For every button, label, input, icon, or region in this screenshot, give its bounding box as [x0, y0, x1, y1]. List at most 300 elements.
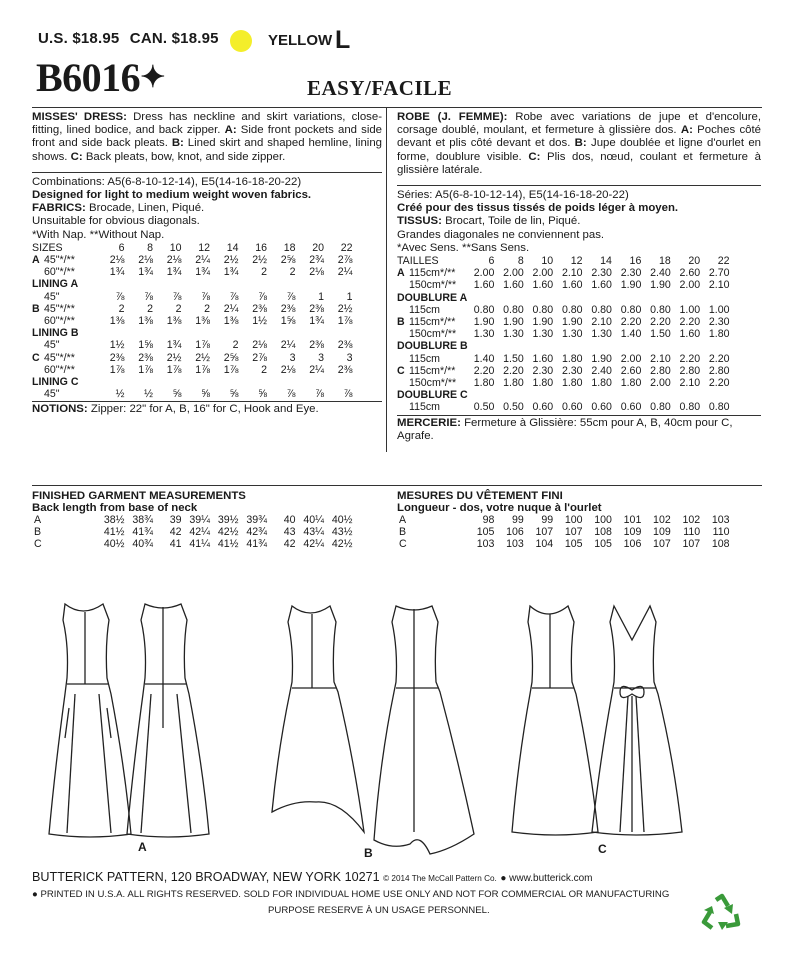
yardage-cell: 2⅜ [309, 339, 324, 352]
yardage-cell: 1.90 [591, 352, 612, 365]
yardage-cell: 1.60 [679, 328, 701, 341]
yardage-cell: 1.50 [650, 328, 671, 341]
yardage-cell: ⅞ [172, 290, 182, 303]
measurement-cell: 39¼ [189, 514, 210, 526]
measurement-cell: 110 [712, 526, 730, 539]
figure-label-b: B [364, 846, 373, 860]
measurement-cell: 108 [711, 538, 730, 551]
table-row [32, 266, 353, 278]
fabric-width: 150cm*/** [409, 377, 457, 390]
yardage-cell: ⅝ [258, 388, 267, 401]
yardage-cell: 3 [318, 351, 324, 364]
measurement-cell: 40½ [103, 538, 125, 551]
size-header-12: 12 [570, 255, 583, 268]
yardage-cell: 1⅜ [138, 315, 153, 328]
yardage-cell: 2.00 [532, 267, 554, 280]
measurement-row [32, 526, 353, 538]
description-text-en: Dress has neckline and skirt variations, close-fitting, lined bodice, and back zipper. [32, 111, 382, 137]
size-header-18: 18 [658, 255, 671, 268]
yardage-cell: 2 [147, 302, 153, 315]
column-divider [386, 108, 387, 452]
yardage-cell: 2.30 [708, 316, 730, 329]
c-label-fr: C: [528, 150, 541, 163]
yardage-cell: 2.60 [679, 267, 701, 280]
fabrics-en [32, 202, 382, 215]
c-label-en: C: [70, 150, 83, 163]
fabric-width: 60"*/** [44, 363, 75, 376]
measurement-view-label: B [399, 526, 407, 539]
yardage-cell: 0.80 [650, 303, 671, 316]
yardage-cell: 0.60 [532, 401, 554, 414]
measurement-view-label: C [399, 538, 407, 551]
size-header-18: 18 [283, 241, 296, 254]
yardage-cell: 1.80 [708, 328, 730, 341]
view-label [32, 388, 44, 400]
measurement-row [397, 538, 730, 550]
view-label [32, 291, 44, 303]
yardage-cell: 1.00 [679, 303, 701, 316]
table-row [397, 353, 730, 365]
measurement-row [397, 526, 730, 538]
view-label: B [397, 316, 405, 329]
star-icon: ✦ [140, 61, 165, 94]
measurement-cell: 41¼ [189, 538, 210, 551]
yardage-cell: 2⅛ [309, 266, 324, 279]
table-row [397, 389, 730, 401]
table-row [397, 401, 730, 413]
yardage-cell: 2⅜ [109, 351, 125, 364]
fabric-width: 45" [44, 290, 60, 303]
yardage-cell: 2⅜ [252, 302, 267, 315]
yardage-cell: 1⅝ [280, 315, 296, 328]
yardage-cell: 1.90 [561, 316, 583, 329]
yardage-cell: 1.80 [473, 377, 495, 390]
yardage-cell: 2 [118, 302, 125, 315]
yardage-cell: 1⅜ [109, 315, 125, 328]
measurement-cell: 41½ [217, 538, 239, 551]
figure-label-a: A [138, 840, 147, 854]
yardage-cell: 2⅛ [280, 363, 296, 376]
notions-en [32, 403, 382, 416]
yardage-cell: 2.20 [708, 352, 730, 365]
measurement-cell: 42½ [331, 538, 353, 551]
yardage-cell: 1⅞ [109, 363, 125, 376]
measurement-cell: 109 [653, 526, 671, 539]
measurement-cell: 107 [653, 538, 671, 551]
yardage-cell: 2⅛ [252, 339, 267, 352]
series-label: Séries: [397, 189, 433, 202]
yardage-cell: 3 [346, 351, 353, 364]
measurement-cell: 42 [169, 526, 182, 539]
yardage-cell: 1.60 [532, 352, 554, 365]
yardage-cell: 1.90 [532, 316, 554, 329]
table-row [32, 364, 353, 376]
table-row [32, 291, 353, 303]
rule-en-2 [32, 401, 382, 402]
fabrics-text-fr: Brocart, Toile de lin, Piqué. [445, 215, 581, 228]
dress-c-front-outline [512, 606, 598, 835]
printed-notice: ● PRINTED IN U.S.A. ALL RIGHTS RESERVED. SOLD FOR INDIVIDUAL HOME USE ONLY AND NOT FOR COMMERCIAL OR MANUFACTURING [32, 889, 670, 900]
size-header-14: 14 [226, 241, 239, 254]
yardage-cell: ⅝ [201, 388, 210, 401]
yardage-cell: 1⅞ [337, 315, 353, 328]
measurement-cell: 40½ [331, 514, 353, 526]
french-column [397, 111, 761, 443]
yardage-cell: 1.80 [532, 377, 554, 390]
finished-title-en: FINISHED GARMENT MEASUREMENTS [32, 490, 246, 502]
recycle-arrow-1 [716, 896, 728, 906]
yardage-cell: 1.80 [591, 377, 612, 390]
fabrics-label-fr: TISSUS: [397, 215, 442, 228]
table-row [397, 304, 730, 316]
table-row [32, 278, 353, 290]
measurement-table-fr [397, 514, 730, 551]
table-row [32, 376, 353, 388]
yardage-cell: 2½ [252, 254, 267, 267]
top-rule [32, 107, 762, 108]
measure-rule [32, 485, 762, 486]
table-row [32, 352, 353, 364]
yardage-table-en [32, 242, 353, 401]
yardage-cell: 2.00 [503, 267, 524, 280]
yardage-cell: 2 [261, 266, 267, 279]
website-link[interactable]: ● www.butterick.com [500, 873, 593, 884]
yardage-cell: 0.80 [620, 303, 642, 316]
yardage-cell: 1¾ [166, 266, 182, 279]
sizes-label: TAILLES [397, 255, 439, 268]
measurement-cell: 43 [283, 526, 296, 539]
yardage-cell: 2.30 [620, 267, 642, 280]
yardage-cell: 0.80 [708, 401, 730, 414]
table-row [397, 328, 730, 340]
notions-label-fr: MERCERIE: [397, 416, 461, 429]
view-label: A [397, 267, 405, 280]
measurement-view-label: B [34, 526, 42, 539]
yardage-cell: 2.20 [503, 364, 524, 377]
table-row [397, 279, 730, 291]
yardage-cell: 2½ [195, 351, 210, 364]
measurement-view-label: C [34, 538, 42, 551]
measurement-cell: 103 [711, 514, 730, 526]
company-address: BUTTERICK PATTERN, 120 BROADWAY, NEW YORK 10271 [32, 870, 380, 884]
fabrics-text-en: Brocade, Linen, Piqué. [88, 202, 205, 215]
measurement-cell: 99 [541, 514, 554, 526]
lining-section-label: DOUBLURE A [397, 291, 468, 304]
yardage-cell: 2¼ [309, 363, 324, 376]
a-label-fr: A: [680, 124, 693, 137]
designed-fr: Créé pour des tissus tissés de poids léger à moyen. [397, 202, 679, 215]
yardage-cell: 2.10 [708, 279, 730, 292]
combo-a-sizes: (6-8-10-12-14), [121, 175, 198, 188]
pattern-number-text: B6016 [36, 55, 141, 100]
yardage-cell: 0.80 [650, 401, 671, 414]
yardage-cell: 2⅝ [280, 254, 296, 267]
fabric-width: 150cm*/** [409, 328, 457, 341]
measurement-cell: 103 [506, 538, 524, 551]
combo-a: A5 [107, 175, 122, 188]
yardage-cell: 0.50 [473, 401, 495, 414]
yardage-cell: ⅞ [286, 388, 296, 401]
fabric-width: 115cm [409, 303, 441, 316]
size-header-8: 8 [147, 241, 153, 254]
yardage-cell: 1.60 [591, 279, 612, 292]
yardage-cell: 0.60 [620, 401, 642, 414]
nap-note-en: *With Nap. **Without Nap. [32, 228, 165, 241]
yardage-cell: 1.80 [561, 352, 583, 365]
view-label [397, 304, 409, 316]
purpose-notice: PURPOSE RESERVE À UN USAGE PERSONNEL. [268, 905, 490, 916]
yellow-color-dot [230, 30, 252, 52]
yardage-cell: 2.30 [591, 267, 612, 280]
yardage-cell: 1.00 [708, 303, 730, 316]
measurement-cell: 107 [535, 526, 554, 539]
yardage-cell: 3 [289, 351, 296, 364]
description-en [32, 111, 382, 164]
yardage-cell: 2⅜ [138, 351, 153, 364]
view-label [32, 315, 44, 327]
color-label: YELLOW [268, 32, 333, 49]
measurement-cell: 38½ [103, 514, 125, 526]
yardage-cell: 1¾ [223, 266, 239, 279]
measurement-cell: 41½ [103, 526, 125, 539]
fabric-width: 150cm*/** [409, 279, 457, 292]
description-fr [397, 111, 761, 177]
fabrics-label-en: FABRICS: [32, 202, 86, 215]
series-a-sizes: (6-8-10-12-14), [448, 189, 526, 202]
table-row [397, 316, 730, 328]
yardage-cell: 2½ [166, 351, 182, 364]
yardage-cell: ⅞ [315, 388, 324, 401]
view-label [397, 353, 409, 365]
yardage-cell: 2.20 [620, 316, 642, 329]
measurements-en [32, 490, 382, 551]
size-letter: L [335, 26, 351, 54]
dress-a-front-outline [49, 604, 131, 837]
yardage-cell: 1.30 [532, 328, 554, 341]
yardage-cell: 1.60 [532, 279, 554, 292]
sizes-header-row [32, 242, 353, 254]
yardage-cell: 1.90 [620, 279, 642, 292]
measurement-cell: 42½ [217, 526, 239, 539]
yardage-cell: 1⅜ [195, 315, 210, 328]
yardage-cell: 1⅞ [138, 363, 153, 376]
size-header-16: 16 [255, 241, 267, 254]
figure-label-c: C [598, 842, 607, 856]
fabric-width: 45"*/** [44, 302, 75, 315]
yardage-cell: 0.80 [503, 303, 524, 316]
dress-a-illustration [45, 598, 215, 843]
measurement-cell: 107 [564, 526, 583, 539]
a-text-en: Side front pockets and side front and side back pleats. [32, 124, 383, 150]
dress-a-back-pleat-right [177, 694, 191, 833]
b-label-en: B: [171, 137, 184, 150]
size-header-16: 16 [629, 255, 642, 268]
yardage-cell: 1⅞ [195, 339, 210, 352]
measurement-cell: 39½ [217, 514, 239, 526]
dress-a-front-pocket-left [65, 708, 69, 738]
measurement-cell: 41 [169, 538, 182, 551]
yardage-cell: 2.30 [532, 364, 554, 377]
size-header-10: 10 [169, 241, 182, 254]
measurement-cell: 105 [476, 526, 495, 539]
table-row [32, 388, 353, 400]
recycle-icon [700, 892, 744, 936]
fabric-width: 115cm*/** [409, 364, 456, 377]
notions-text-en: Zipper: 22" for A, B, 16" for C, Hook and Eye. [90, 403, 319, 416]
measurement-cell: 39¾ [246, 514, 267, 526]
sizes-label: SIZES [32, 241, 63, 254]
size-header-20: 20 [312, 241, 324, 254]
description-text-fr: Robe avec variations de jupe et d'encolure, corsage doublé, moulant, et fermeture à glissière dos. [397, 111, 761, 137]
measurement-cell: 40¼ [303, 514, 324, 526]
measurement-cell: 108 [594, 526, 612, 539]
unsuitable-en: Unsuitable for obvious diagonals. [32, 215, 200, 228]
yardage-cell: 2.10 [591, 316, 612, 329]
yardage-cell: ⅞ [229, 290, 239, 303]
measurement-cell: 41¾ [246, 538, 267, 551]
yardage-cell: 2 [204, 302, 210, 315]
combo-e: E5 [201, 175, 216, 188]
measurement-cell: 42¾ [246, 526, 267, 539]
back-length-en: Back length from base of neck [32, 502, 198, 514]
view-label: B [32, 302, 40, 315]
yardage-cell: 0.80 [532, 303, 554, 316]
yardage-cell: 1½ [252, 315, 267, 328]
measurement-cell: 40 [283, 514, 296, 526]
yardage-cell: ⅞ [343, 388, 353, 401]
yardage-cell: 2⅛ [109, 254, 125, 267]
view-label [32, 266, 44, 278]
yardage-cell: 2.20 [650, 316, 671, 329]
yardage-cell: 1 [346, 290, 353, 303]
finished-title-fr: MESURES DU VÊTEMENT FINI [397, 490, 563, 502]
series-a: A5 [435, 189, 449, 202]
yardage-cell: 2.10 [679, 377, 701, 390]
yardage-cell: 1.60 [561, 279, 583, 292]
fabric-width: 60"*/** [44, 266, 75, 279]
fabric-width: 45" [44, 339, 60, 352]
measurement-cell: 103 [476, 538, 495, 551]
dress-c-illustration [510, 600, 700, 845]
yardage-cell: 1.30 [503, 328, 524, 341]
yardage-cell: 1⅜ [166, 315, 182, 328]
b-label-fr: B: [574, 137, 587, 150]
yardage-cell: ⅞ [258, 290, 267, 303]
yardage-cell: 1⅞ [166, 363, 182, 376]
yardage-cell: 2⅝ [223, 351, 239, 364]
yardage-cell: 1¾ [109, 266, 125, 279]
fabric-width: 115cm [409, 352, 441, 365]
recycle-arrow-3 [704, 912, 712, 928]
fabric-width: 115cm [409, 401, 441, 414]
yardage-cell: 1.30 [561, 328, 583, 341]
yardage-cell: ⅞ [115, 290, 125, 303]
notions-fr [397, 417, 761, 443]
yardage-cell: 2⅜ [337, 339, 353, 352]
yardage-cell: 1⅝ [138, 339, 153, 352]
dress-a-back-pleat-left [141, 694, 151, 833]
yardage-cell: 2¼ [195, 254, 210, 267]
view-label: C [397, 364, 405, 377]
yardage-cell: 1¾ [166, 339, 182, 352]
measurement-cell: 106 [623, 538, 642, 551]
measurement-cell: 106 [506, 526, 524, 539]
view-label [32, 364, 44, 376]
yardage-cell: 2.40 [591, 364, 612, 377]
measurement-cell: 38¾ [132, 514, 153, 526]
table-row [397, 377, 730, 389]
measurement-cell: 110 [683, 526, 701, 539]
b-text-fr: Jupe doublée et ligne d'ourlet en forme, doublure visible. [397, 137, 761, 163]
dress-a-front-pocket-right [107, 708, 111, 738]
yardage-cell: 1¾ [309, 315, 324, 328]
yardage-cell: 1.80 [620, 377, 642, 390]
lining-section-label: LINING B [32, 327, 79, 340]
table-row [32, 327, 353, 339]
yardage-cell: 2⅛ [138, 254, 153, 267]
fabrics-fr [397, 215, 761, 228]
yardage-cell: 2⅜ [309, 302, 324, 315]
measurement-cell: 43¼ [303, 526, 324, 539]
yardage-cell: 1 [318, 290, 324, 303]
table-row [397, 340, 730, 352]
yardage-cell: 2.00 [473, 267, 495, 280]
size-header-22: 22 [717, 255, 730, 268]
yardage-cell: 0.50 [503, 401, 524, 414]
yardage-cell: 2 [175, 302, 182, 315]
measurement-cell: 99 [511, 514, 524, 526]
yardage-cell: ⅝ [172, 388, 182, 401]
measurement-cell: 105 [564, 538, 583, 551]
yardage-cell: 2.20 [473, 364, 495, 377]
footer-company-line [32, 870, 593, 884]
designed-en: Designed for light to medium weight woven fabrics. [32, 189, 312, 202]
yardage-cell: 1.30 [473, 328, 495, 341]
yardage-cell: 0.80 [591, 303, 612, 316]
yardage-cell: 2.00 [620, 352, 642, 365]
table-row [32, 339, 353, 351]
yardage-cell: 2.60 [620, 364, 642, 377]
yardage-cell: 2.00 [679, 279, 701, 292]
table-row [32, 254, 353, 266]
difficulty-label: EASY/FACILE [307, 76, 453, 100]
measurement-cell: 109 [623, 526, 642, 539]
yardage-cell: 2.70 [708, 267, 730, 280]
rule-fr-2 [397, 415, 761, 416]
yardage-cell: 1.60 [503, 279, 524, 292]
yardage-cell: 1.80 [503, 377, 524, 390]
yardage-cell: 2¼ [223, 302, 239, 315]
yardage-cell: ½ [115, 388, 125, 401]
size-header-20: 20 [688, 255, 701, 268]
dress-b-back-outline [374, 606, 474, 854]
yardage-cell: 2.80 [679, 364, 701, 377]
price-row [38, 30, 225, 47]
combo-e-sizes: (14-16-18-20-22) [215, 175, 302, 188]
yardage-cell: ⅞ [201, 290, 210, 303]
measurement-cell: 105 [594, 538, 612, 551]
rule-en [32, 172, 382, 173]
yardage-cell: 2.10 [650, 352, 671, 365]
measurement-cell: 101 [623, 514, 642, 526]
measurement-row [397, 514, 730, 526]
yardage-cell: 2.80 [708, 364, 730, 377]
yardage-cell: 1.50 [503, 352, 524, 365]
yardage-cell: 2¾ [309, 254, 324, 267]
view-label [397, 328, 409, 340]
yardage-cell: 1¾ [195, 266, 210, 279]
yardage-cell: 2 [232, 339, 239, 352]
